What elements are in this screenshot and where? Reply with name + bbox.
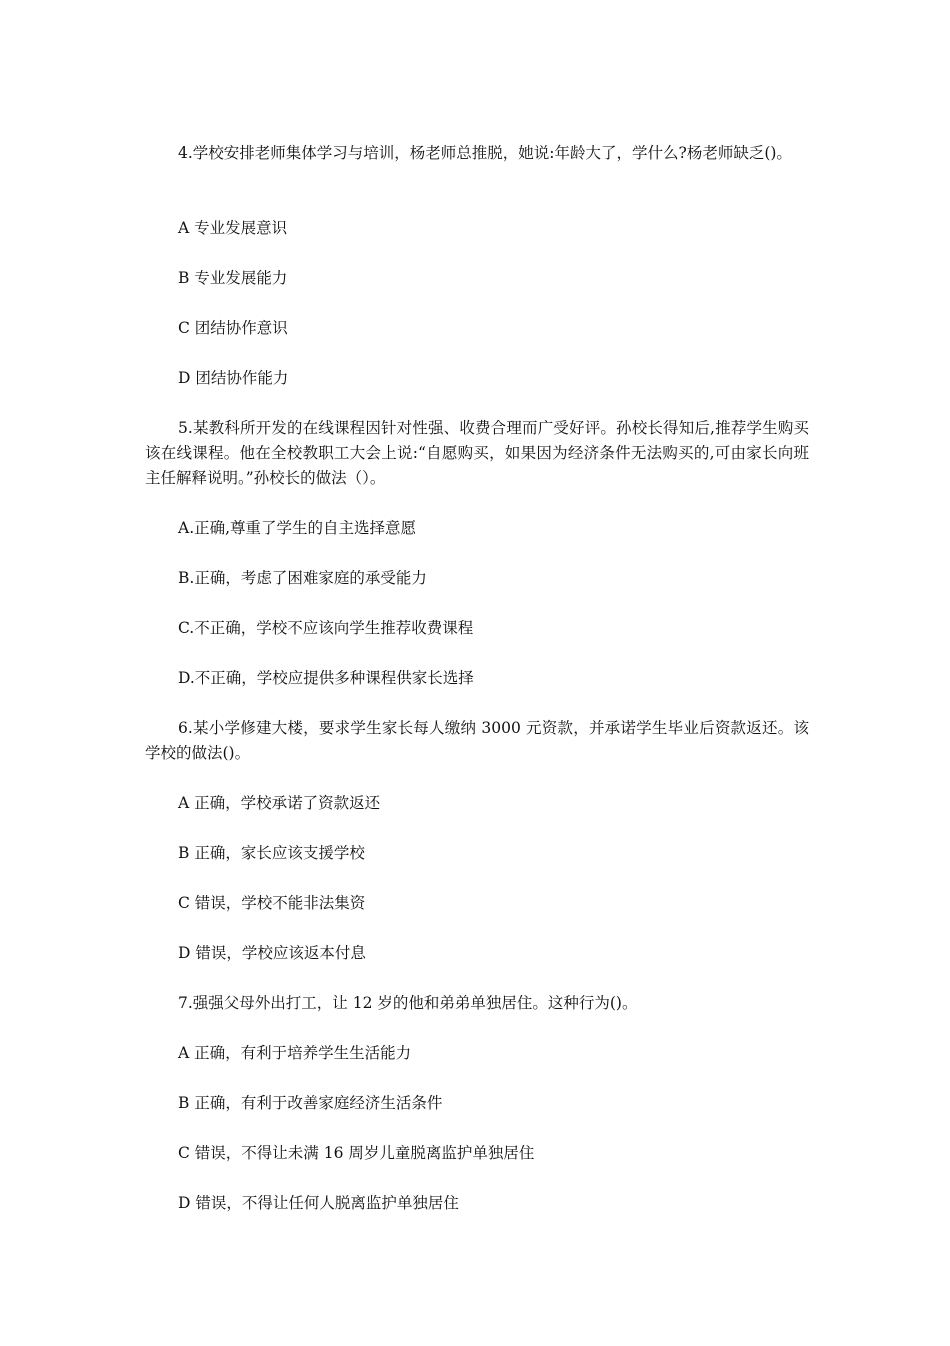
question-4-option-d: D 团结协作能力 — [178, 369, 289, 387]
question-7-option-b: B 正确，有利于改善家庭经济生活条件 — [178, 1094, 443, 1112]
question-6-option-c: C 错误，学校不能非法集资 — [178, 894, 366, 912]
question-6-option-b: B 正确，家长应该支援学校 — [178, 844, 365, 862]
question-7-option-a: A 正确，有利于培养学生生活能力 — [178, 1044, 412, 1062]
question-5-option-d: D.不正确，学校应提供多种课程供家长选择 — [178, 669, 474, 687]
question-6-option-a: A 正确，学校承诺了资款返还 — [178, 794, 381, 812]
question-7-option-d: D 错误，不得让任何人脱离监护单独居住 — [178, 1194, 459, 1212]
question-4-option-a: A 专业发展意识 — [178, 219, 288, 237]
question-4-option-c: C 团结协作意识 — [178, 319, 288, 337]
question-4-stem: 4.学校安排老师集体学习与培训，杨老师总推脱，她说:年龄大了，学什么?杨老师缺乏()。 — [178, 144, 792, 162]
question-5-option-c: C.不正确，学校不应该向学生推荐收费课程 — [178, 619, 474, 637]
question-4-option-b: B 专业发展能力 — [178, 269, 288, 287]
question-6-stem: 6.某小学修建大楼，要求学生家长每人缴纳 3000 元资款，并承诺学生毕业后资款返还。该学校的做法()。 — [145, 719, 809, 762]
question-5-stem: 5.某教科所开发的在线课程因针对性强、收费合理而广受好评。孙校长得知后,推荐学生购买该在线课程。他在全校教职工大会上说:“自愿购买，如果因为经济条件无法购买的,可由家长向班主任解释说明。”孙校长的做法（）。 — [145, 419, 809, 487]
question-7-stem: 7.强强父母外出打工，让 12 岁的他和弟弟单独居住。这种行为()。 — [178, 994, 638, 1012]
question-5-option-a: A.正确,尊重了学生的自主选择意愿 — [178, 519, 417, 537]
question-6-option-d: D 错误，学校应该返本付息 — [178, 944, 366, 962]
question-5-option-b: B.正确，考虑了困难家庭的承受能力 — [178, 569, 427, 587]
question-7-option-c: C 错误，不得让未满 16 周岁儿童脱离监护单独居住 — [178, 1144, 535, 1162]
